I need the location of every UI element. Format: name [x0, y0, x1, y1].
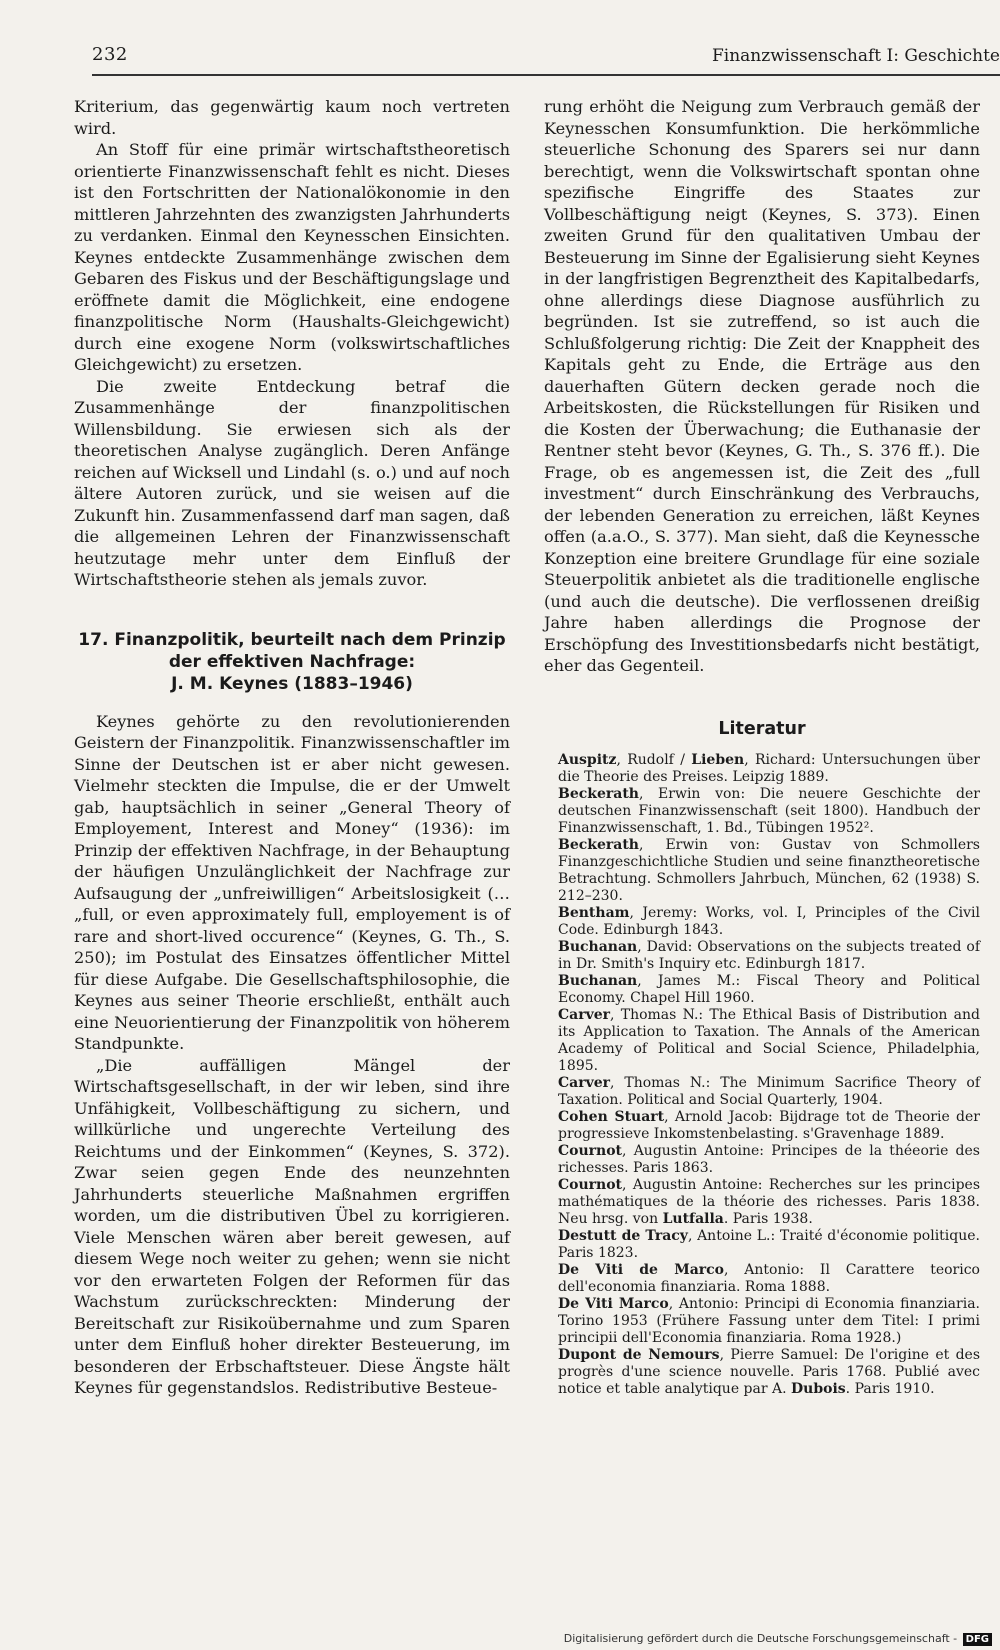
reference-entry: De Viti de Marco, Antonio: Il Carattere teorico dell'economia finanziaria. Roma 1888.	[558, 1262, 980, 1295]
page-header	[92, 44, 1000, 76]
paragraph: Die zweite Entdeckung betraf die Zusammenhänge der finanzpolitischen Willensbildung. Sie erwiesen sich als der theoretischen Analyse zugänglich. Deren Anfänge reichen auf Wicksell und Lindahl (s. o.) und auf noch ältere Autoren zurück, und sie weisen auf die Zukunft hin. Zusammenfassend darf man sagen, daß die allgemeinen Lehren der Finanzwissenschaft heutzutage mehr unter dem Einfluß der Wirtschaftstheorie stehen als jemals zuvor.	[74, 376, 510, 589]
reference-entry: Destutt de Tracy, Antoine L.: Traité d'économie politique. Paris 1823.	[558, 1228, 981, 1261]
section-heading-line: J. M. Keynes (1883–1946)	[171, 673, 413, 694]
paragraph: An Stoff für eine primär wirtschaftstheoretisch orientierte Finanzwissenschaft fehlt es nicht. Dieses ist den Fortschritten der Nationalökonomie in den mittleren Jahrzehnten des zwanzigsten Jahrhunderts zu verdanken. Einmal den Keynesschen Einsichten. Keynes entdeckte Zusammenhänge zwischen dem Gebaren des Fiskus und der Beschäftigungslage und eröffnete damit die Möglichkeit, eine endogene finanzpolitische Norm (Haushalts-Gleichgewicht) durch eine exogene Norm (volkswirtschaftliches Gleichgewicht) zu ersetzen.	[74, 140, 510, 374]
reference-entry: Cournot, Augustin Antoine: Principes de la théeorie des richesses. Paris 1863.	[558, 1143, 980, 1176]
literature-heading: Literatur	[718, 718, 806, 739]
right-column	[544, 96, 980, 1398]
reference-entry: De Viti Marco, Antonio: Principi di Economia finanziaria. Torino 1953 (Frühere Fassung unter dem Titel: I primi principii dell'Economia finanziaria. Roma 1928.)	[558, 1296, 980, 1346]
left-column	[74, 96, 510, 1399]
section-heading	[74, 629, 510, 695]
paragraph: Kriterium, das gegenwärtig kaum noch vertreten wird.	[74, 97, 510, 138]
reference-entry: Carver, Thomas N.: The Ethical Basis of Distribution and its Application to Taxation. The Annals of the American Academy of Political and Social Science, Philadelphia, 1895.	[558, 1007, 980, 1074]
reference-entry: Cohen Stuart, Arnold Jacob: Bijdrage tot de Theorie der progressieve Inkomstenbelasting. s'Gravenhage 1889.	[558, 1109, 980, 1142]
reference-list	[544, 752, 980, 1398]
reference-entry: Auspitz, Rudolf / Lieben, Richard: Untersuchungen über die Theorie des Preises. Leipzig 1889.	[558, 752, 980, 785]
paragraph: rung erhöht die Neigung zum Verbrauch gemäß der Keynesschen Konsumfunktion. Die herkömmliche steuerliche Schonung des Sparers sei nur dann berechtigt, wenn die Volkswirtschaft spontan ohne spezifische Eingriffe des Staates zur Vollbeschäftigung neigt (Keynes, S. 373). Einen zweiten Grund für den qualitativen Umbau der Besteuerung im Sinne der Egalisierung sieht Keynes in der langfristigen Begrenztheit des Kapitalbedarfs, ohne allerdings diese Diagnose ausführlich zu begründen. Ist sie zutreffend, so ist auch die Schlußfolgerung richtig: Die Zeit der Knappheit des Kapitals geht zu Ende, die Erträge aus den dauerhaften Gütern decken gerade noch die Arbeitskosten, die Rückstellungen für Risiken und die Kosten der Überwachung; die Euthanasie der Rentner steht bevor (Keynes, G. Th., S. 376 ff.). Die Frage, ob es angemessen ist, die Zeit des „full investment“ durch Einschränkung des Verbrauchs, der lebenden Generation zu erreichen, läßt Keynes offen (a.a.O., S. 377). Man sieht, daß die Keynessche Konzeption eine breitere Grundlage für eine soziale Steuerpolitik anbietet als die traditionelle englische (und auch die deutsche). Die verflossenen dreißig Jahre haben allerdings die Prognose der Erschöpfung des Investitionsbedarfs nicht bestätigt, eher das Gegenteil.	[544, 97, 980, 675]
running-title: Finanzwissenschaft I: Geschichte	[711, 46, 1000, 66]
footer-text: Digitalisierung gefördert durch die Deutsche Forschungsgemeinschaft -	[563, 1632, 958, 1645]
section-heading-line: 17. Finanzpolitik, beurteilt nach dem Prinzip	[78, 629, 506, 650]
reference-entry: Beckerath, Erwin von: Die neuere Geschichte der deutschen Finanzwissenschaft (seit 1800). Handbuch der Finanzwissenschaft, 1. Bd., Tübingen 1952².	[558, 786, 980, 836]
section-heading-line: der effektiven Nachfrage:	[168, 651, 416, 672]
reference-entry: Dupont de Nemours, Pierre Samuel: De l'origine et des progrès d'une science nouvelle. Paris 1768. Publié avec notice et table analytique par A. Dubois. Paris 1910.	[558, 1347, 980, 1397]
page-number: 232	[92, 44, 128, 65]
digitization-footer	[564, 1632, 992, 1646]
reference-entry: Beckerath, Erwin von: Gustav von Schmollers Finanzgeschichtliche Studien und seine finanztheoretische Betrachtung. Schmollers Jahrbuch, München, 62 (1938) S. 212–230.	[558, 837, 980, 904]
dfg-logo: DFG	[963, 1633, 992, 1646]
reference-entry: Buchanan, James M.: Fiscal Theory and Political Economy. Chapel Hill 1960.	[558, 973, 980, 1006]
reference-entry: Cournot, Augustin Antoine: Recherches sur les principes mathématiques de la théorie des richesses. Paris 1838. Neu hrsg. von Lutfalla. Paris 1938.	[558, 1177, 980, 1227]
paragraph: „Die auffälligen Mängel der Wirtschaftsgesellschaft, in der wir leben, sind ihre Unfähigkeit, Vollbeschäftigung zu sichern, und willkürliche und ungerechte Verteilung des Reichtums und der Einkommen“ (Keynes, S. 372). Zwar seien gegen Ende des neunzehnten Jahrhunderts steuerliche Maßnahmen ergriffen worden, um die distributiven Übel zu korrigieren. Viele Menschen wären aber bereit gewesen, auf diesem Wege noch weiter zu gehen; wenn sie nicht vor den erwarteten Folgen der Reformen für das Wachstum zurückschreckten: Minderung der Bereitschaft zur Risikoübernahme und zum Sparen unter dem Einfluß hoher direkter Besteuerung, im besonderen der Erbschaftsteuer. Diese Ängste hält Keynes für gegenstandslos. Redistributive Besteue-	[74, 1055, 510, 1397]
reference-entry: Carver, Thomas N.: The Minimum Sacrifice Theory of Taxation. Political and Social Quarterly, 1904.	[558, 1075, 980, 1108]
reference-entry: Bentham, Jeremy: Works, vol. I, Principles of the Civil Code. Edinburgh 1843.	[558, 905, 980, 938]
paragraph: Keynes gehörte zu den revolutionierenden Geistern der Finanzpolitik. Finanzwissenschaftler im Sinne der Deutschen ist er aber nicht gewesen. Vielmehr steckten die Impulse, die er der Umwelt gab, hauptsächlich in seiner „General Theory of Employement, Interest and Money“ (1936): im Prinzip der effektiven Nachfrage, in der Behauptung der häufigen Unzulänglichkeit der Nachfrage zur Aufsaugung der „unfreiwilligen“ Arbeitslosigkeit (… „full, or even approximately full, employement is of rare and short-lived occurence“ (Keynes, G. Th., S. 250); im Postulat des Einsatzes öffentlicher Mittel für diese Aufgabe. Die Gesellschaftsphilosophie, die Keynes aus seiner Theorie erschließt, enthält auch eine Neuorientierung der Finanzpolitik von höherem Standpunkte.	[74, 711, 510, 1053]
reference-entry: Buchanan, David: Observations on the subjects treated of in Dr. Smith's Inquiry etc. Edinburgh 1817.	[558, 939, 980, 972]
